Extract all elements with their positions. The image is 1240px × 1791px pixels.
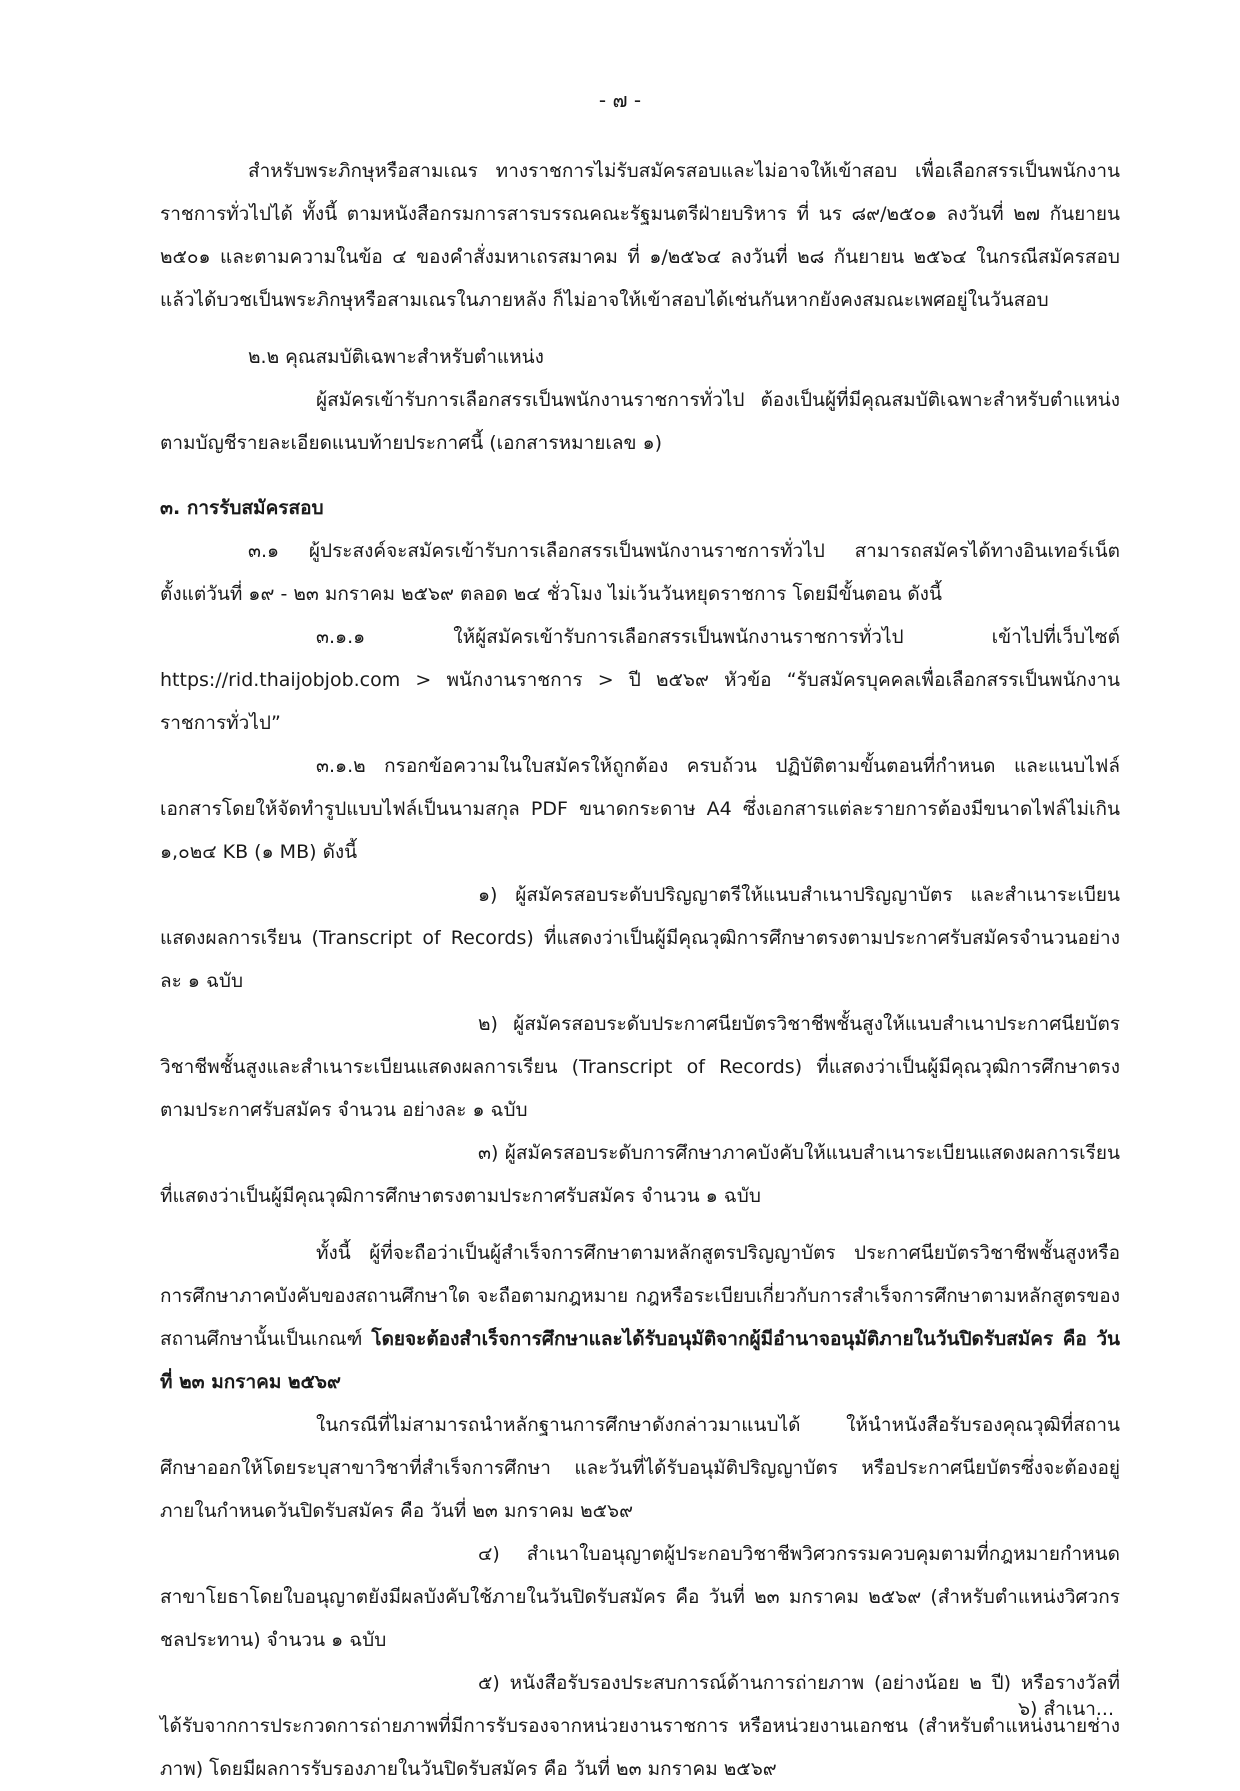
section-2-2-heading: ๒.๒ คุณสมบัติเฉพาะสำหรับตำแหน่ง: [248, 346, 544, 368]
monk-rule-paragraph: สำหรับพระภิกษุหรือสามเณร ทางราชการไม่รับสมัครสอบและไม่อาจให้เข้าสอบ เพื่อเลือกสรรเป็นพนักงานราชการทั่วไปได้ ทั้งนี้ ตามหนังสือกรมการสารบรรณคณะรัฐมนตรีฝ่ายบริหาร ที่ นร ๘๙/๒๕๐๑ ลงวันที่ ๒๗ กันยายน ๒๕๐๑ และตามความในข้อ ๔ ของคำสั่งมหาเถรสมาคม ที่ ๑/๒๕๖๔ ลงวันที่ ๒๘ กันยายน ๒๕๖๔ ในกรณีสมัครสอบแล้วได้บวชเป็นพระภิกษุหรือสามเณรในภายหลัง ก็ไม่อาจให้เข้าสอบได้เช่นกันหากยังคงสมณะเพศอยู่ในวันสอบ: [160, 160, 1120, 311]
graduation-rule-paragraph: [160, 1232, 1120, 1404]
list-item-2: ๒) ผู้สมัครสอบระดับประกาศนียบัตรวิชาชีพชั้นสูงให้แนบสำเนาประกาศนียบัตรวิชาชีพชั้นสูงและสำเนาระเบียนแสดงผลการเรียน (Transcript of Records) ที่แสดงว่าเป็นผู้มีคุณวุฒิการศึกษาตรงตามประกาศรับสมัคร จำนวน อย่างละ ๑ ฉบับ: [160, 1013, 1120, 1121]
graduation-rule-deadline: โดยจะต้องสำเร็จการศึกษาและได้รับอนุมัติจากผู้มีอำนาจอนุมัติภายในวันปิดรับสมัคร คือ วันที่ ๒๓ มกราคม ๒๕๖๙: [160, 1328, 1120, 1393]
list-item-4: ๔) สำเนาใบอนุญาตผู้ประกอบวิชาชีพวิศวกรรมควบคุมตามที่กฎหมายกำหนดสาขาโยธาโดยใบอนุญาตยังมีผลบังคับใช้ภายในวันปิดรับสมัคร คือ วันที่ ๒๓ มกราคม ๒๕๖๙ (สำหรับตำแหน่งวิศวกรชลประทาน) จำนวน ๑ ฉบับ: [160, 1543, 1120, 1651]
list-item-1: ๑) ผู้สมัครสอบระดับปริญญาตรีให้แนบสำเนาปริญญาบัตร และสำเนาระเบียนแสดงผลการเรียน (Transcript of Records) ที่แสดงว่าเป็นผู้มีคุณวุฒิการศึกษาตรงตามประกาศรับสมัครจำนวนอย่างละ ๑ ฉบับ: [160, 884, 1120, 992]
section-3-1-2-paragraph: ๓.๑.๒ กรอกข้อความในใบสมัครให้ถูกต้อง ครบถ้วน ปฏิบัติตามขั้นตอนที่กำหนด และแนบไฟล์เอกสารโดยให้จัดทำรูปแบบไฟล์เป็นนามสกุล PDF ขนาดกระดาษ A4 ซึ่งเอกสารแต่ละรายการต้องมีขนาดไฟล์ไม่เกิน ๑,๐๒๔ KB (๑ MB) ดังนี้: [160, 755, 1120, 863]
section-3-heading: ๓. การรับสมัครสอบ: [160, 497, 324, 519]
section-3-1-paragraph: ๓.๑ ผู้ประสงค์จะสมัครเข้ารับการเลือกสรรเป็นพนักงานราชการทั่วไป สามารถสมัครได้ทางอินเทอร์เน็ต ตั้งแต่วันที่ ๑๙ - ๒๓ มกราคม ๒๕๖๙ ตลอด ๒๔ ชั่วโมง ไม่เว้นวันหยุดราชการ โดยมีขั้นตอน ดังนี้: [160, 540, 1120, 605]
document-body: [160, 150, 1120, 1791]
graduation-rule-text: ทั้งนี้ ผู้ที่จะถือว่าเป็นผู้สำเร็จการศึกษาตามหลักสูตรปริญญาบัตร ประกาศนียบัตรวิชาชีพชั้นสูงหรือการศึกษาภาคบังคับของสถานศึกษาใด จะถือตามกฎหมาย กฎหรือระเบียบเกี่ยวกับการสำเร็จการศึกษาตามหลักสูตรของสถานศึกษานั้นเป็นเกณฑ์: [160, 1242, 1120, 1350]
certificate-rule-paragraph: ในกรณีที่ไม่สามารถนำหลักฐานการศึกษาดังกล่าวมาแนบได้ ให้นำหนังสือรับรองคุณวุฒิที่สถานศึกษาออกให้โดยระบุสาขาวิชาที่สำเร็จการศึกษา และวันที่ได้รับอนุมัติปริญญาบัตร หรือประกาศนียบัตรซึ่งจะต้องอยู่ภายในกำหนดวันปิดรับสมัคร คือ วันที่ ๒๓ มกราคม ๒๕๖๙: [160, 1414, 1120, 1522]
section-3-1-1-paragraph: ๓.๑.๑ ให้ผู้สมัครเข้ารับการเลือกสรรเป็นพนักงานราชการทั่วไป เข้าไปที่เว็บไซต์ https://rid.thaijobjob.com > พนักงานราชการ > ปี ๒๕๖๙ หัวข้อ “รับสมัครบุคคลเพื่อเลือกสรรเป็นพนักงานราชการทั่วไป”: [160, 626, 1120, 734]
continuation-marker: ๖) สำเนา...: [1017, 1698, 1114, 1720]
section-2-2-body: ผู้สมัครเข้ารับการเลือกสรรเป็นพนักงานราชการทั่วไป ต้องเป็นผู้ที่มีคุณสมบัติเฉพาะสำหรับตำแหน่งตามบัญชีรายละเอียดแนบท้ายประกาศนี้ (เอกสารหมายเลข ๑): [160, 389, 1120, 454]
page-number: - ๗ -: [598, 88, 642, 112]
list-item-3: ๓) ผู้สมัครสอบระดับการศึกษาภาคบังคับให้แนบสำเนาระเบียนแสดงผลการเรียนที่แสดงว่าเป็นผู้มีคุณวุฒิการศึกษาตรงตามประกาศรับสมัคร จำนวน ๑ ฉบับ: [160, 1142, 1120, 1207]
list-item-5: ๕) หนังสือรับรองประสบการณ์ด้านการถ่ายภาพ (อย่างน้อย ๒ ปี) หรือรางวัลที่ได้รับจากการประกวดการถ่ายภาพที่มีการรับรองจากหน่วยงานราชการ หรือหน่วยงานเอกชน (สำหรับตำแหน่งนายช่างภาพ) โดยมีผลการรับรองภายในวันปิดรับสมัคร คือ วันที่ ๒๓ มกราคม ๒๕๖๙: [160, 1672, 1120, 1780]
